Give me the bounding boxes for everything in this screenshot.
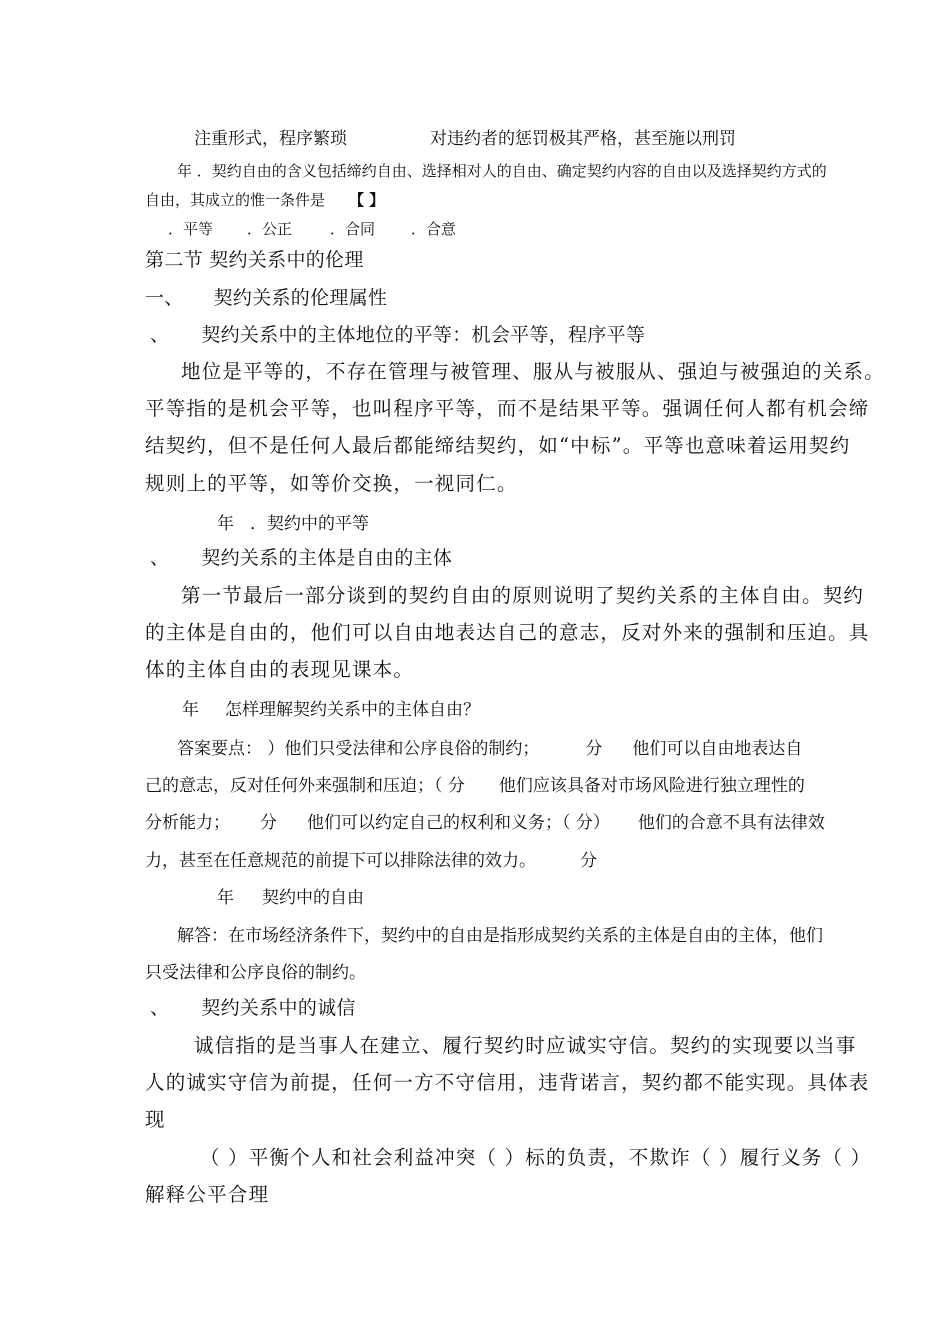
answer-score: 分 <box>585 739 603 759</box>
answer-score: 分 <box>580 851 597 871</box>
option-c: 注重形式，程序繁琐 <box>194 129 347 149</box>
answer-bracket: 【 】 <box>349 191 385 209</box>
point-heading-1 <box>150 320 645 347</box>
point-title: 契约关系的主体是自由的主体 <box>201 547 453 569</box>
point-heading-2 <box>150 543 452 570</box>
point-number: 、 <box>150 547 170 569</box>
point-number: 、 <box>150 997 170 1019</box>
exam-year: 年 <box>217 514 234 534</box>
question-stem: 自由，其成立的惟一条件是 <box>145 191 326 209</box>
point-title: 契约关系中的诚信 <box>201 997 356 1019</box>
exam-topic: ．契约中的平等 <box>250 514 369 534</box>
option-d: 对违约者的惩罚极其严格，甚至施以刑罚 <box>430 129 736 149</box>
answer-text: 己的意志，反对任何外来强制和压迫；（ 分 <box>145 776 465 796</box>
paragraph-line: 的主体是自由的，他们可以自由地表达自己的意志，反对外来的强制和压迫。具 <box>145 621 870 644</box>
point-number: 、 <box>150 324 170 346</box>
subsection-number: 一、 <box>145 287 184 309</box>
answer-text: 他们的合意不具有法律效 <box>637 813 825 833</box>
solution-line: 只受法律和公序良俗的制约。 <box>145 963 366 983</box>
exam-topic: 契约中的自由 <box>262 888 364 908</box>
exam-reference-2 <box>182 695 480 720</box>
paragraph-line: 第一节最后一部分谈到的契约自由的原则说明了契约关系的主体自由。契约 <box>181 584 865 607</box>
paragraph-line: 规则上的平等，如等价交换，一视同仁。 <box>145 472 518 495</box>
paragraph-line: 地位是平等的，不存在管理与被管理、服从与被服从、强迫与被强迫的关系。 <box>181 360 885 383</box>
paragraph-line: 人的诚实守信为前提，任何一方不守信用，违背诺言，契约都不能实现。具体表 <box>145 1071 870 1094</box>
exam-year: 年 <box>182 700 199 720</box>
choice-b: ．公正 <box>247 220 293 238</box>
answer-text: 分析能力； <box>145 813 230 833</box>
subsection-title: 契约关系的伦理属性 <box>213 287 388 309</box>
exam-reference-3 <box>217 883 364 908</box>
answer-text: 力，甚至在任意规范的前提下可以排除法律的效力。 <box>145 851 536 871</box>
answer-text: 他们应该具备对市场风险进行独立理性的 <box>498 776 805 796</box>
point-title: 契约关系中的主体地位的平等：机会平等，程序平等 <box>201 324 646 346</box>
subsection-heading <box>145 283 387 310</box>
answer-text: 他们可以自由地表达自 <box>632 739 803 759</box>
answer-text: 他们可以约定自己的权利和义务；（ 分） <box>307 813 610 833</box>
paragraph-line: 体的主体自由的表现见课本。 <box>145 658 415 681</box>
exam-question: 怎样理解契约关系中的主体自由？ <box>225 700 480 720</box>
paragraph-line: 结契约，但不是任何人最后都能缔结契约，如“中标”。平等也意味着运用契约 <box>145 434 851 457</box>
choice-c: ．合同 <box>330 220 376 238</box>
choice-a: ．平等 <box>168 220 214 238</box>
question-options <box>168 218 456 239</box>
choice-d: ．合意 <box>411 220 457 238</box>
question-line-2 <box>145 189 384 210</box>
list-line-2: 解释公平合理 <box>145 1183 270 1206</box>
answer-text: 答案要点： ）他们只受法律和公序良俗的制约； <box>177 739 540 759</box>
question-line-1: 年 ．契约自由的含义包括缔约自由、选择相对人的自由、确定契约内容的自由以及选择契约方式的 <box>177 162 827 180</box>
paragraph-line: 平等指的是机会平等，也叫程序平等，而不是结果平等。强调任何人都有机会缔 <box>145 397 870 420</box>
answer-line-3 <box>145 808 825 833</box>
answer-line-4 <box>145 846 597 871</box>
list-line-1: （ ）平衡个人和社会利益冲突（ ）标的负责，不欺诈（ ）履行义务（ ） <box>200 1146 872 1169</box>
answer-line-1 <box>177 734 802 759</box>
paragraph-line: 现 <box>145 1108 166 1131</box>
exam-year: 年 <box>217 888 234 908</box>
exam-reference-1 <box>217 509 369 534</box>
answer-line-2 <box>145 771 805 796</box>
answer-score: 分 <box>260 813 277 833</box>
point-heading-3 <box>150 993 356 1020</box>
solution-line: 解答：在市场经济条件下，契约中的自由是指形成契约关系的主体是自由的主体，他们 <box>177 926 823 946</box>
paragraph-line: 诚信指的是当事人在建立、履行契约时应诚实守信。契约的实现要以当事 <box>194 1034 857 1057</box>
section-title: 第二节 契约关系中的伦理 <box>145 249 364 271</box>
